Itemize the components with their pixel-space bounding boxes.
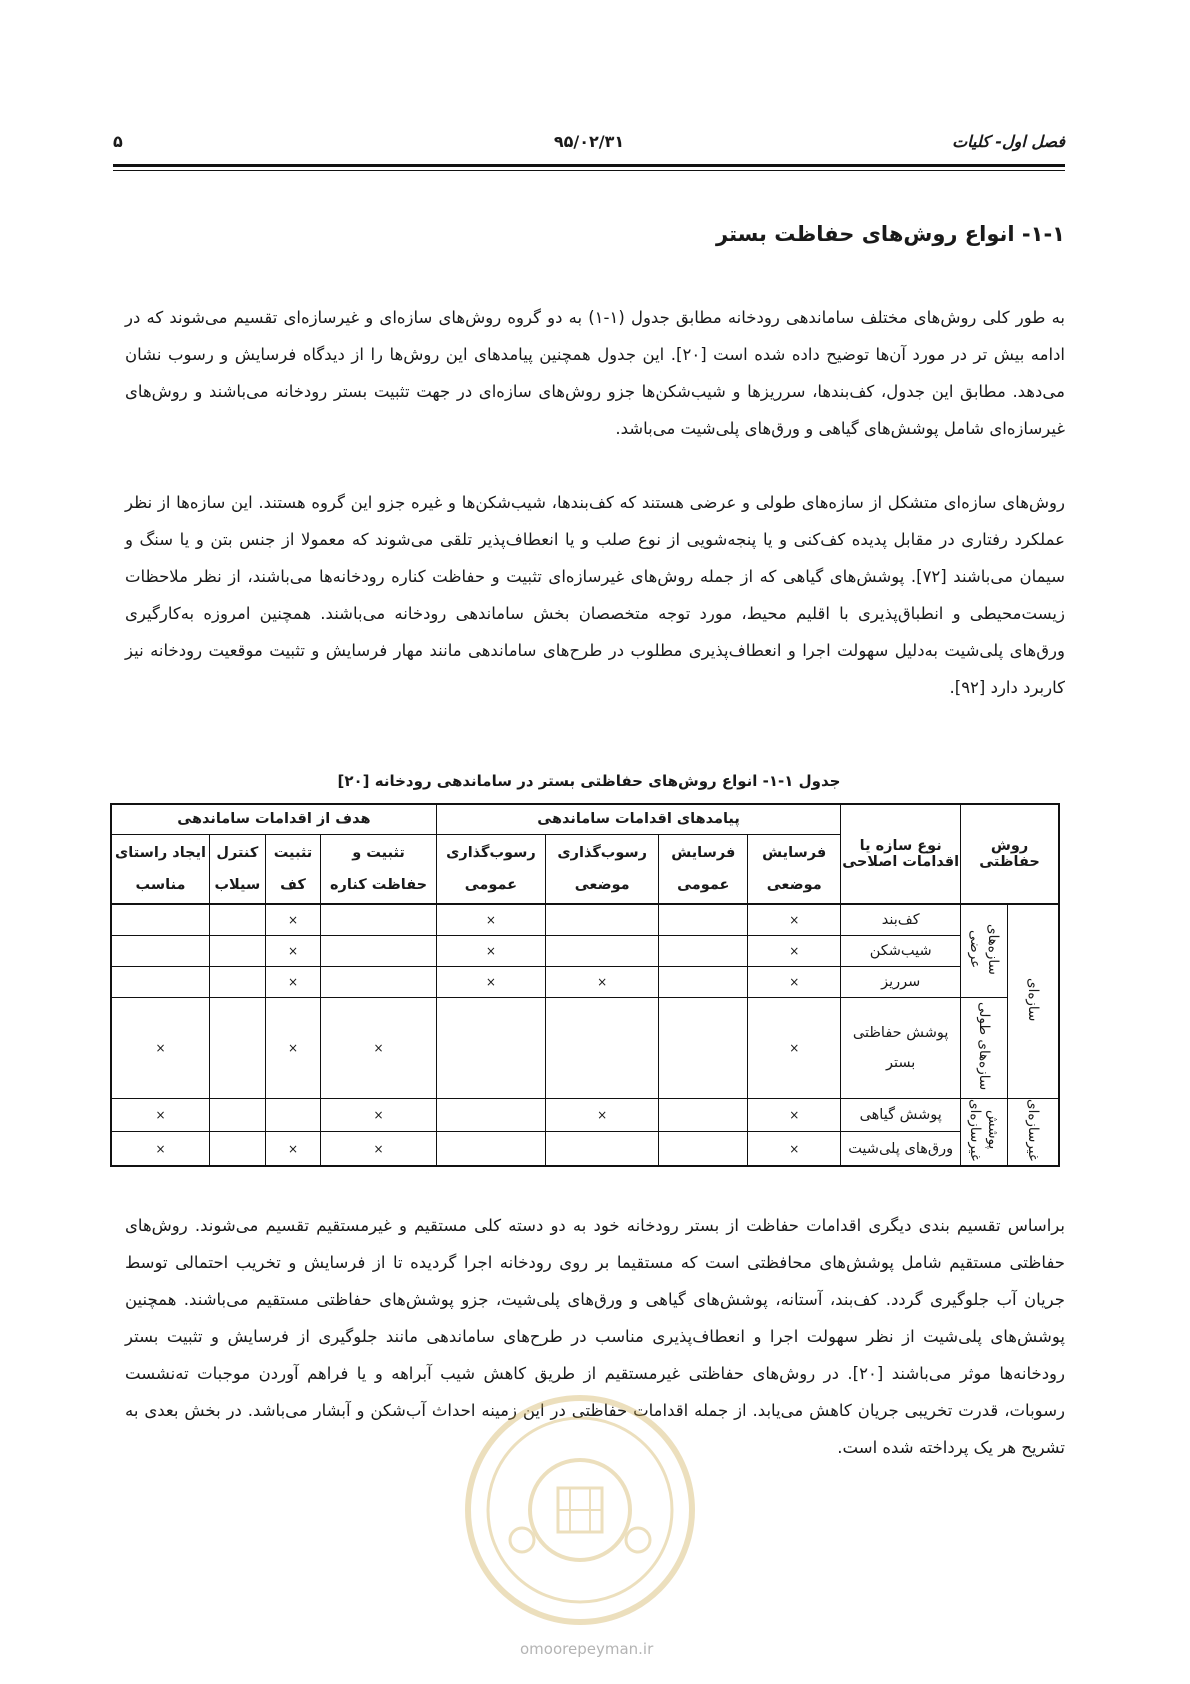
cell-local-sediment: ×	[545, 967, 658, 998]
cell-bank-protect	[321, 967, 437, 998]
cell-local-erosion: ×	[748, 967, 841, 998]
header-bank-protect: تثبیت و حفاظت کناره	[321, 834, 437, 904]
seal-watermark-icon	[460, 1390, 700, 1630]
cell-general-erosion	[659, 967, 748, 998]
header-date: ۹۵/۰۲/۳۱	[553, 132, 625, 151]
cell-flood-control	[210, 1099, 266, 1132]
group-transverse: سازه‌های عرضی	[961, 904, 1008, 998]
cell-general-erosion	[659, 904, 748, 936]
paragraph-3: براساس تقسیم بندی دیگری اقدامات حفاظت از بستر رودخانه خود به دو دسته کلی مستقیم و غیرمستقیم تقسیم می‌شوند. روش‌های حفاظتی مستقیم شامل پوشش‌های محافظتی است که مستقیما بر روی رودخانه اجرا گردیده تا از فرسایش و تخریب احتمالی توسط جریان آب جلوگیری گردد. کف‌بند، آستانه، پوشش‌های گیاهی و ورق‌های پلی‌شیت، جزو پوشش‌های حفاظتی مستقیم می‌باشند. همچنین پوشش‌های پلی‌شیت از نظر سهولت اجرا و انعطاف‌پذیری مناسب در طرح‌های ساماندهی مانند جلوگیری از فرسایش و تثبیت بستر رودخانه‌ها موثر می‌باشند [۲۰]. در روش‌های حفاظتی غیرمستقیم از طریق کاهش شیب آبراهه و یا فراهم آوردن موجبات ته‌نشست رسوبات، قدرت تخریبی جریان کاهش می‌یابد. از جمله اقدامات حفاظتی در این زمینه احداث آب‌شکن و آبشار می‌باشد. در بخش بعدی به تشریح هر یک پرداخته شده است.	[125, 1215, 1065, 1457]
row-name: ورق‌های پلی‌شیت	[841, 1132, 961, 1166]
cell-bed-fix: ×	[265, 1132, 321, 1166]
cell-general-sediment	[436, 998, 545, 1099]
cell-local-sediment	[545, 998, 658, 1099]
page-number: ۵	[113, 132, 123, 151]
cell-alignment	[111, 936, 210, 967]
header-flood-control: کنترل سیلاب	[210, 834, 266, 904]
group-longitudinal: سازه‌های طولی	[961, 998, 1008, 1099]
table-row	[111, 967, 1059, 998]
header-consequences: پیامدهای اقدامات ساماندهی	[436, 804, 840, 834]
header-method: روش حفاظتی	[961, 804, 1059, 904]
group-cover: پوشش غیرسازه‌ای	[961, 1099, 1008, 1166]
cell-local-erosion: ×	[748, 1099, 841, 1132]
cell-local-sediment	[545, 904, 658, 936]
cell-general-sediment	[436, 1132, 545, 1166]
cell-bed-fix: ×	[265, 998, 321, 1099]
row-name: شیب‌شکن	[841, 936, 961, 967]
header-rule-thick	[113, 164, 1065, 167]
cell-alignment: ×	[111, 1099, 210, 1132]
group-structural: سازه‌ای	[1008, 904, 1059, 1099]
header-structure-type: نوع سازه یا اقدامات اصلاحی	[841, 804, 961, 904]
cell-flood-control	[210, 904, 266, 936]
header-bed-fix: تثبیت کف	[265, 834, 321, 904]
table-row	[111, 1099, 1059, 1132]
cell-local-erosion: ×	[748, 1132, 841, 1166]
cell-bank-protect	[321, 936, 437, 967]
table-row	[111, 904, 1059, 936]
cell-flood-control	[210, 967, 266, 998]
cell-local-erosion: ×	[748, 936, 841, 967]
cell-bed-fix: ×	[265, 936, 321, 967]
cell-bed-fix	[265, 1099, 321, 1132]
header-goals: هدف از اقدامات ساماندهی	[111, 804, 436, 834]
section-heading: ۱-۱- انواع روش‌های حفاظت بستر	[716, 222, 1065, 246]
row-name: پوشش گیاهی	[841, 1099, 961, 1132]
cell-local-erosion: ×	[748, 998, 841, 1099]
cell-bank-protect: ×	[321, 1132, 437, 1166]
cell-flood-control	[210, 1132, 266, 1166]
table-row	[111, 998, 1059, 1099]
cell-general-sediment: ×	[436, 967, 545, 998]
cell-flood-control	[210, 998, 266, 1099]
cell-bank-protect	[321, 904, 437, 936]
cell-general-erosion	[659, 1099, 748, 1132]
cell-bank-protect: ×	[321, 1099, 437, 1132]
cell-bed-fix: ×	[265, 904, 321, 936]
cell-general-erosion	[659, 936, 748, 967]
cell-alignment: ×	[111, 998, 210, 1099]
paragraph-1: به طور کلی روش‌های مختلف ساماندهی رودخانه مطابق جدول (۱-۱) به دو گروه روش‌های سازه‌ای و غیرسازه‌ای تقسیم می‌شوند که در ادامه بیش تر در مورد آن‌ها توضیح داده شده است [۲۰]. این جدول همچنین پیامدهای این روش‌ها را از دیدگاه فرسایش و رسوب نشان می‌دهد. مطابق این جدول، کف‌بندها، سرریزها و شیب‌شکن‌ها جزو روش‌های سازه‌ای در جهت تثبیت بستر رودخانه می‌باشند و روش‌های غیرسازه‌ای شامل پوشش‌های گیاهی و ورق‌های پلی‌شیت می‌باشد.	[125, 307, 1066, 438]
cell-local-erosion: ×	[748, 904, 841, 936]
table-row	[111, 1132, 1059, 1166]
row-name: پوشش حفاظتی بستر	[841, 998, 961, 1099]
cell-general-erosion	[659, 1132, 748, 1166]
header-local-sediment: رسوب‌گذاری موضعی	[545, 834, 658, 904]
header-rule-thin	[113, 170, 1065, 171]
watermark-site: omoorepeyman.ir	[520, 1640, 654, 1658]
running-header	[113, 128, 1065, 158]
table-caption: جدول ۱-۱- انواع روش‌های حفاظتی بستر در ساماندهی رودخانه [۲۰]	[337, 772, 841, 790]
cell-flood-control	[210, 936, 266, 967]
paragraph-2: روش‌های سازه‌ای متشکل از سازه‌های طولی و عرضی هستند که کف‌بندها، شیب‌شکن‌ها و غیره جزو این گروه هستند. این سازه‌ها از نظر عملکرد رفتاری در مقابل پدیده کف‌کنی و یا پنجه‌شویی از نوع صلب و یا انعطاف‌پذیر تلقی می‌شوند که معمولا از جنس بتن و یا سنگ و سیمان می‌باشند [۷۲]. پوشش‌های گیاهی که از جمله روش‌های غیرسازه‌ای تثبیت و حفاظت کناره رودخانه‌ها می‌باشند، از نظر ملاحظات زیست‌محیطی و انطباق‌پذیری با اقلیم محیط، مورد توجه متخصصان بخش ساماندهی رودخانه می‌باشند. همچنین امروزه به‌کارگیری ورق‌های پلی‌شیت به‌دلیل سهولت اجرا و انعطاف‌پذیری مطلوب در طرح‌های ساماندهی مانند مهار فرسایش و تثبیت موقعیت رودخانه نیز کاربرد دارد [۹۲].	[125, 492, 1065, 697]
cell-local-sediment	[545, 1132, 658, 1166]
header-general-erosion: فرسایش عمومی	[659, 834, 748, 904]
cell-general-erosion	[659, 998, 748, 1099]
cell-general-sediment: ×	[436, 936, 545, 967]
group-non-structural: غیرسازه‌ای	[1008, 1099, 1059, 1166]
row-name: سرریز	[841, 967, 961, 998]
cell-alignment: ×	[111, 1132, 210, 1166]
cell-local-sediment: ×	[545, 1099, 658, 1132]
cell-local-sediment	[545, 936, 658, 967]
cell-alignment	[111, 904, 210, 936]
header-general-sediment: رسوب‌گذاری عمومی	[436, 834, 545, 904]
cell-general-sediment	[436, 1099, 545, 1132]
table-header-row-1	[111, 804, 1059, 834]
cell-general-sediment: ×	[436, 904, 545, 936]
chapter-title: فصل اول- کلیات	[952, 132, 1065, 151]
header-alignment: ایجاد راستای مناسب	[111, 834, 210, 904]
cell-bank-protect: ×	[321, 998, 437, 1099]
protection-methods-table	[110, 803, 1060, 1167]
table-row	[111, 936, 1059, 967]
header-local-erosion: فرسایش موضعی	[748, 834, 841, 904]
cell-alignment	[111, 967, 210, 998]
row-name: کف‌بند	[841, 904, 961, 936]
cell-bed-fix: ×	[265, 967, 321, 998]
